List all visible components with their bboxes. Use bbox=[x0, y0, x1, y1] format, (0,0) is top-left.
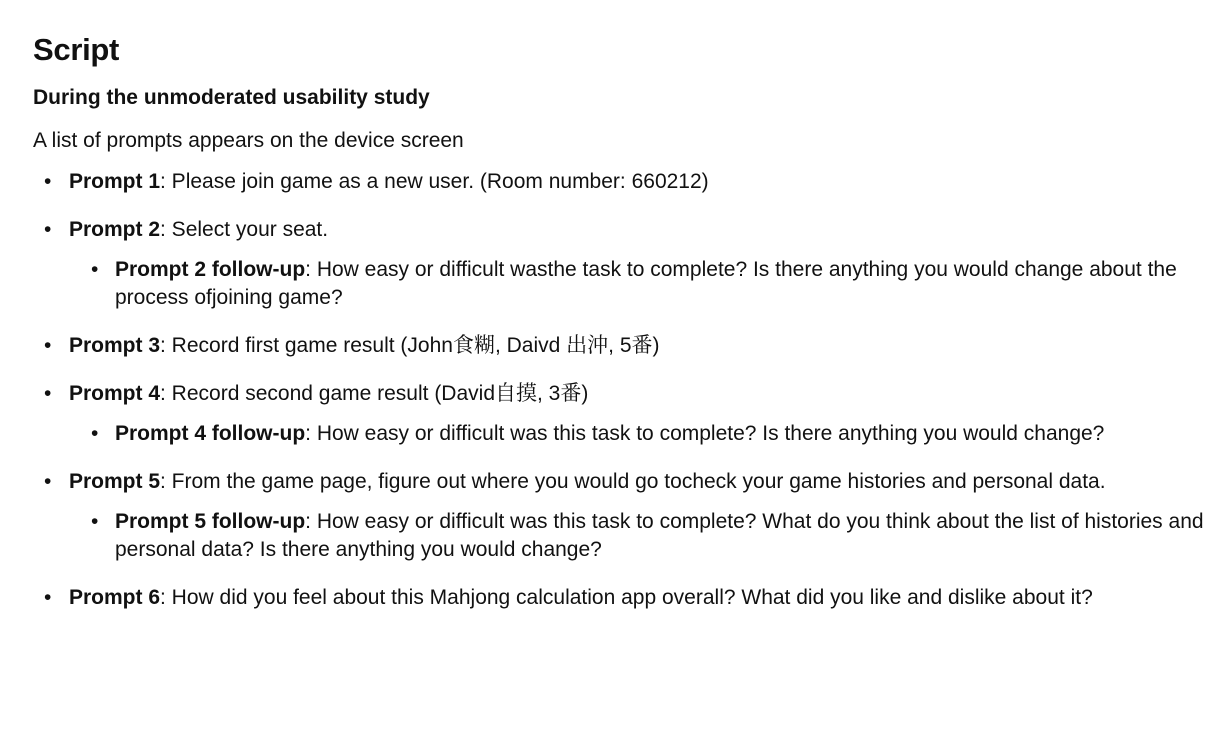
prompt-item-6 bbox=[33, 584, 1208, 612]
followup-label: Prompt 5 follow-up bbox=[115, 510, 306, 533]
followup-text: : How easy or difficult was this task to complete? What do you think about the list of histories and personal data? Is there anything you would change? bbox=[115, 510, 1204, 561]
prompt-text: : How did you feel about this Mahjong calculation app overall? What did you like and dislike about it? bbox=[160, 586, 1093, 609]
prompt-item-1 bbox=[33, 168, 1208, 196]
prompt-list bbox=[33, 168, 1208, 612]
prompt-label: Prompt 4 bbox=[69, 382, 161, 405]
prompt-text: : Record first game result (John食糊, Daivd 出沖, 5番) bbox=[160, 334, 660, 357]
prompt-text: : Select your seat. bbox=[160, 218, 329, 241]
intro-text: A list of prompts appears on the device screen bbox=[33, 129, 464, 152]
prompt-label: Prompt 2 bbox=[69, 218, 161, 241]
prompt-label: Prompt 1 bbox=[69, 170, 161, 193]
prompt-label: Prompt 3 bbox=[69, 334, 161, 357]
followup-list bbox=[69, 420, 1208, 448]
prompt-item-5 bbox=[33, 468, 1208, 564]
page-title: Script bbox=[33, 32, 120, 67]
prompt-item-4 bbox=[33, 380, 1208, 448]
followup-list bbox=[69, 508, 1208, 564]
prompt-label: Prompt 6 bbox=[69, 586, 161, 609]
prompt-label: Prompt 5 bbox=[69, 470, 161, 493]
followup-item-5 bbox=[69, 508, 1208, 564]
followup-list bbox=[69, 256, 1208, 312]
prompt-item-3 bbox=[33, 332, 1208, 360]
prompt-item-2 bbox=[33, 216, 1208, 312]
followup-label: Prompt 2 follow-up bbox=[115, 258, 306, 281]
followup-text: : How easy or difficult was this task to complete? Is there anything you would change? bbox=[305, 422, 1105, 445]
followup-item-2 bbox=[69, 256, 1208, 312]
prompt-text: : Record second game result (David自摸, 3番) bbox=[160, 382, 589, 405]
followup-text: : How easy or difficult wasthe task to complete? Is there anything you would change about the process ofjoining game? bbox=[115, 258, 1177, 309]
followup-item-4 bbox=[69, 420, 1208, 448]
section-subtitle: During the unmoderated usability study bbox=[33, 86, 430, 109]
followup-label: Prompt 4 follow-up bbox=[115, 422, 306, 445]
document-page bbox=[33, 30, 1208, 632]
prompt-text: : Please join game as a new user. (Room number: 660212) bbox=[160, 170, 709, 193]
prompt-text: : From the game page, figure out where you would go tocheck your game histories and personal data. bbox=[160, 470, 1106, 493]
